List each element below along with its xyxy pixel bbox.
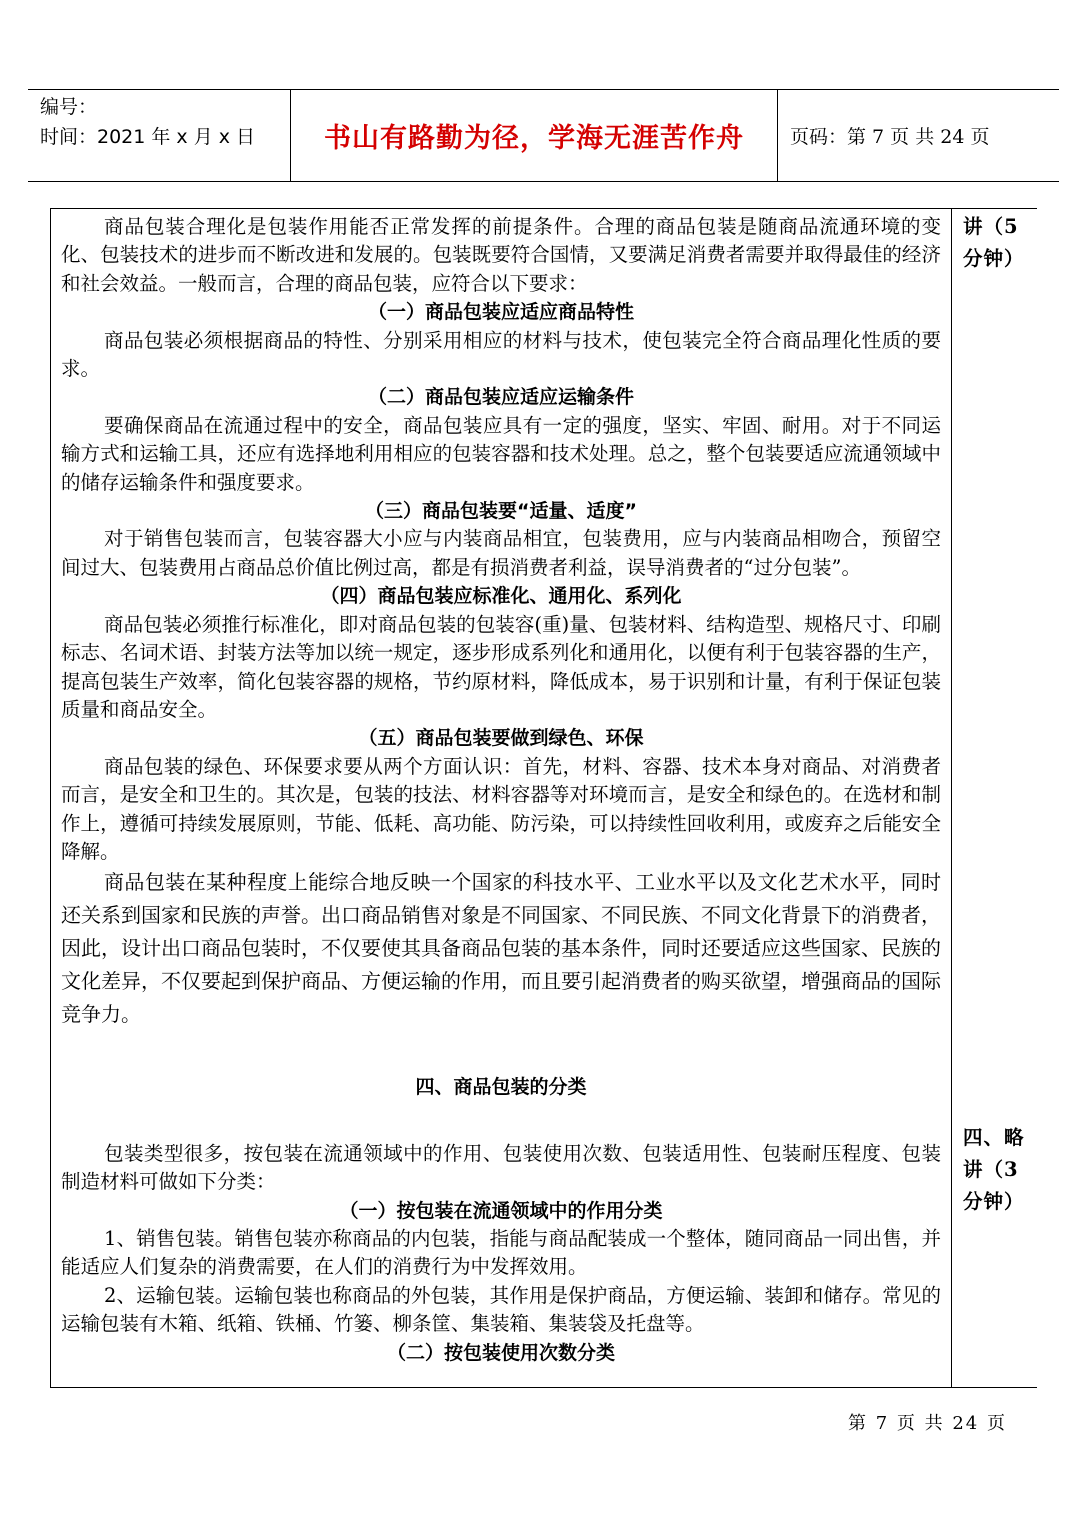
heading-3: （三）商品包装要“适量、适度” [365, 500, 637, 523]
heading-4: （四）商品包装应标准化、通用化、系列化 [320, 585, 682, 608]
heading-1: （一）商品包装应适应商品特性 [367, 301, 634, 324]
paragraph-3: 对于销售包装而言，包装容器大小应与内装商品相宜，包装费用，应与内装商品相吻合，预留空间过大、包装费用占商品总价值比例过高，都是有损消费者利益，误导消费者的“过分包装”。 [61, 527, 941, 579]
main-content [61, 213, 941, 1367]
paragraph-6: 商品包装在某种程度上能综合地反映一个国家的科技水平、工业水平以及文化艺术水平，同时还关系到国家和民族的声誉。出口商品销售对象是不同国家、不同民族、不同文化背景下的消费者，因此，设计出口商品包装时，不仅要使其具备商品包装的基本条件，同时还要适应这些国家、民族的文化差异，不仅要起到保护商品、方便运输的作用，而且要引起消费者的购买欲望，增强商品的国际竞争力。 [61, 870, 941, 1027]
paragraph-8: 1、销售包装。销售包装亦称商品的内包装，指能与商品配装成一个整体，随同商品一同出售，并能适应人们复杂的消费需要，在人们的消费行为中发挥效用。 [61, 1226, 941, 1279]
paragraph-2: 要确保商品在流通过程中的安全，商品包装应具有一定的强度，坚实、牢固、耐用。对于不同运输方式和运输工具，还应有选择地利用相应的包装容器和技术处理。总之，整个包装要适应流通领域中的储存运输条件和强度要求。 [61, 413, 941, 494]
paragraph-4: 商品包装必须推行标准化，即对商品包装的包装容(重)量、包装材料、结构造型、规格尺寸、印刷标志、名词术语、封装方法等加以统一规定，逐步形成系列化和通用化，以便有利于包装容器的生产，提高包装生产效率，简化包装容器的规格，节约原材料，降低成本，易于识别和计量，有利于保证包装质量和商品安全。 [61, 612, 941, 721]
time-label: 时间：2021 年 x 月 x 日 [40, 126, 256, 148]
heading-5: （五）商品包装要做到绿色、环保 [358, 727, 644, 750]
side-note-2: 四、略讲（3分钟） [963, 1126, 1025, 1213]
header-info [28, 90, 290, 181]
content-table [50, 208, 1037, 1388]
paragraph-7: 包装类型很多，按包装在流通领域中的作用、包装使用次数、包装适用性、包装耐压程度、包装制造材料可做如下分类： [61, 1141, 941, 1194]
table-left-border [50, 209, 51, 1387]
intro-paragraph: 商品包装合理化是包装作用能否正常发挥的前提条件。合理的商品包装是随商品流通环境的变化、包装技术的进步而不断改进和发展的。包装既要符合国情，又要满足消费者需要并取得最佳的经济和社会效益。一般而言，合理的商品包装，应符合以下要求： [61, 215, 941, 295]
page-footer: 第 7 页 共 24 页 [848, 1413, 1007, 1434]
number-label: 编号： [40, 96, 98, 118]
page-label: 页码：第 7 页 共 24 页 [790, 126, 990, 148]
header-page-cell [778, 90, 1059, 181]
heading-6: （一）按包装在流通领域中的作用分类 [339, 1199, 663, 1222]
heading-2: （二）商品包装应适应运输条件 [367, 386, 634, 409]
paragraph-9: 2、运输包装。运输包装也称商品的外包装，其作用是保护商品，方便运输、装卸和储存。常见的运输包装有木箱、纸箱、铁桶、竹篓、柳条筐、集装箱、集装袋及托盘等。 [61, 1283, 941, 1336]
side-note-1: 讲（5分钟） [963, 215, 1025, 270]
table-column-divider [951, 209, 952, 1387]
motto: 书山有路勤为径，学海无涯苦作舟 [324, 123, 744, 154]
header-motto-cell [290, 90, 778, 181]
page-header [28, 89, 1059, 182]
heading-7: （二）按包装使用次数分类 [386, 1341, 615, 1364]
paragraph-1: 商品包装必须根据商品的特性、分别采用相应的材料与技术，使包装完全符合商品理化性质的要求。 [61, 328, 941, 381]
section-4-title: 四、商品包装的分类 [415, 1076, 587, 1099]
paragraph-5: 商品包装的绿色、环保要求要从两个方面认识：首先，材料、容器、技术本身对商品、对消费者而言，是安全和卫生的。其次是，包装的技法、材料容器等对环境而言，是安全和绿色的。在选材和制作上，遵循可持续发展原则，节能、低耗、高功能、防污染，可以持续性回收利用，或废弃之后能安全降解。 [61, 754, 941, 863]
